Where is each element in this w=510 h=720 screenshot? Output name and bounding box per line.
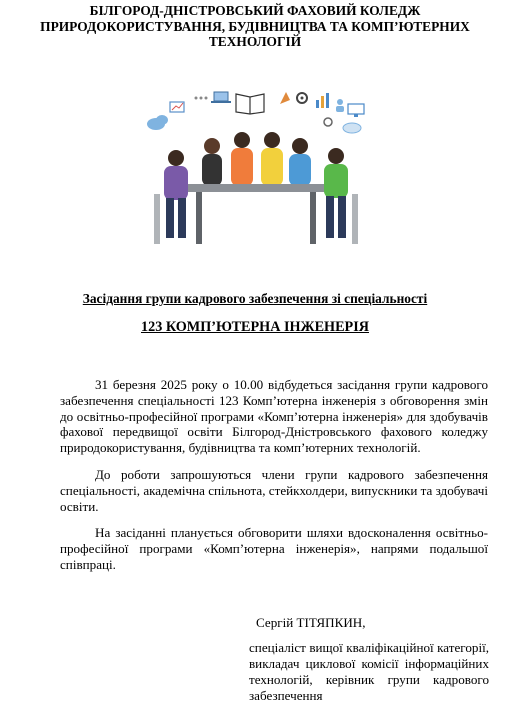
laptop-icon xyxy=(211,92,231,103)
signature-role: спеціаліст вищої кваліфікаційної категорії, викладач циклової комісії інформаційних технологій, керівник групи кадрового забезпечення xyxy=(249,640,489,703)
gear-icon xyxy=(297,93,307,103)
person-back-right xyxy=(289,138,311,186)
person-back-mid-left xyxy=(231,132,253,186)
dots-icon xyxy=(195,97,208,100)
specialty-title: 123 КОМП’ЮТЕРНА ІНЖЕНЕРІЯ xyxy=(141,319,369,335)
cloud-icon xyxy=(147,115,168,130)
computer-icon xyxy=(348,104,364,117)
gear-small-icon xyxy=(324,118,332,126)
announcement-body xyxy=(60,377,488,584)
person-front-left xyxy=(164,150,188,238)
person-icon xyxy=(336,99,344,112)
meeting-table xyxy=(180,184,332,244)
rocket-icon xyxy=(280,92,290,104)
paragraph-agenda: На засіданні планується обговорити шляхи вдосконалення освітньо-професійної програми «Комп’ютерна інженерія», напрями подальшої співпраці. xyxy=(60,525,488,572)
person-back-left xyxy=(202,138,222,186)
bar-chart-icon xyxy=(316,93,329,108)
header-line-2: ПРИРОДОКОРИСТУВАННЯ, БУДІВНИЦТВА ТА КОМП’ЮТЕРНИХ xyxy=(40,18,470,34)
meeting-title: Засідання групи кадрового забезпечення зі спеціальності xyxy=(82,291,428,306)
header-line-1: БІЛГОРОД-ДНІСТРОВСЬКИЙ ФАХОВИЙ КОЛЕДЖ xyxy=(89,3,421,18)
chair-right xyxy=(352,194,358,244)
person-back-mid-right xyxy=(261,132,283,186)
chart-icon xyxy=(170,102,184,112)
college-header xyxy=(20,3,490,50)
signature-name: Сергій ТІТЯПКИН, xyxy=(256,615,366,630)
person-front-right xyxy=(324,148,348,238)
paragraph-invitation: До роботи запрошуються члени групи кадрового забезпечення спеціальності, академічна спільнота, стейкхолдери, випускники та здобувачі освіти. xyxy=(60,466,488,514)
cloud-right-icon xyxy=(343,123,361,133)
team-meeting-illustration xyxy=(140,84,372,252)
chair-left xyxy=(154,194,160,244)
header-line-3: ТЕХНОЛОГІЙ xyxy=(208,34,302,49)
paragraph-date: 31 березня 2025 року о 10.00 відбудеться засідання групи кадрового забезпечення спеціальності 123 Комп’ютерна інженерія з обговорення змін до освітньо-професійної програми «Комп’ютерна інженерія» для здобувачів фахової передвищої освіти Білгород-Дністровського фахового коледжу природокористування, будівництва та комп’ютерних технологій. xyxy=(60,377,488,456)
open-book-icon xyxy=(236,94,264,114)
